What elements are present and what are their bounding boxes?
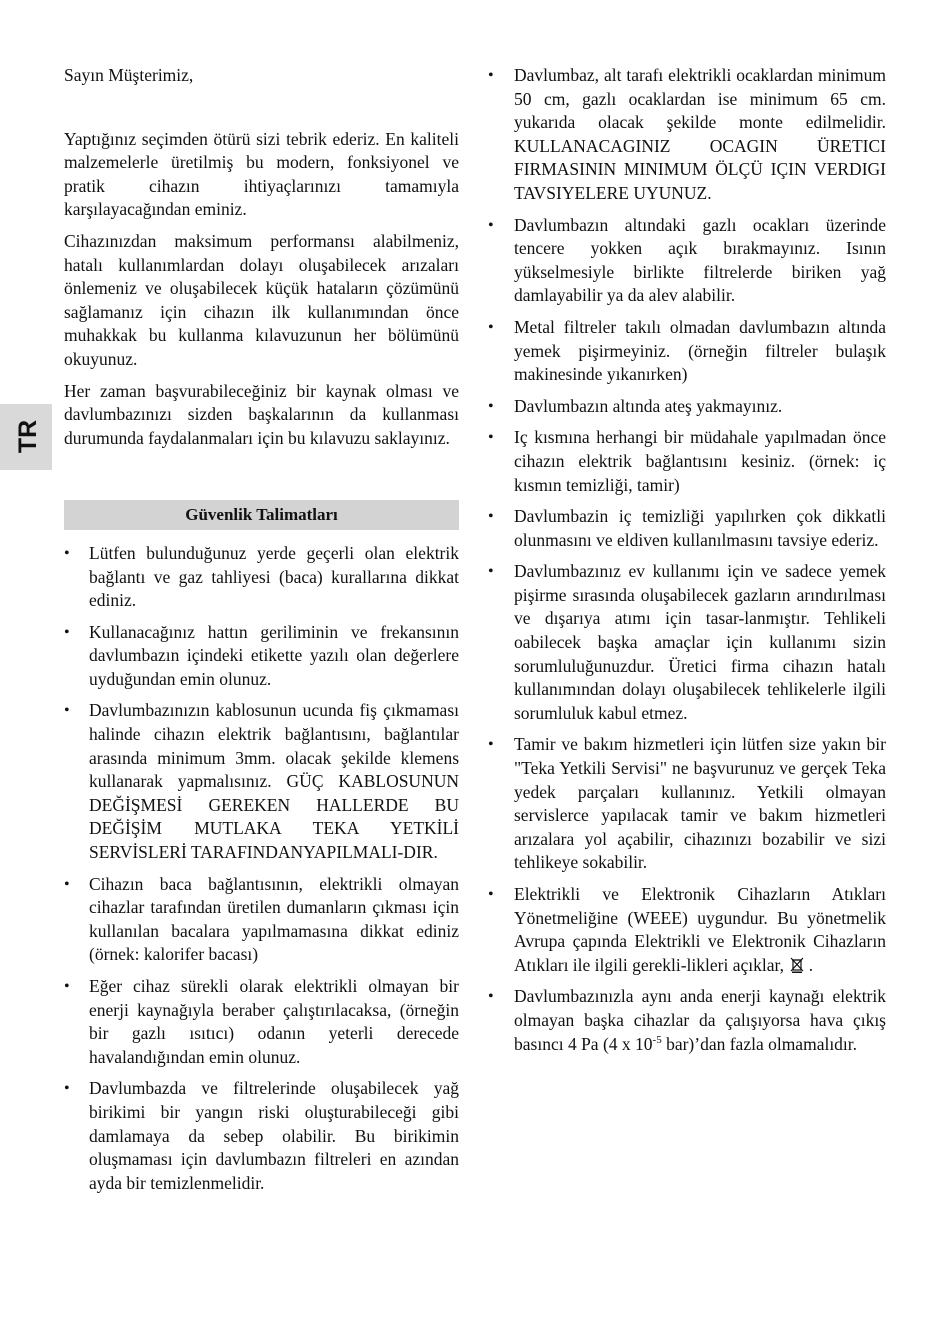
safety-item: • Metal filtreler takılı olmadan davlumbazın altında yemek pişirmeyiniz. (örneğin filtreler bulaşık makinesinde yıkanırken) <box>488 316 886 387</box>
crossed-bin-icon <box>790 956 804 972</box>
safety-item: • Iç kısmına herhangi bir müdahale yapılmadan önce cihazın elektrik bağlantısını kesiniz. (örnek: iç kısmın temizliği, tamir) <box>488 426 886 497</box>
intro-paragraph: Yaptığınız seçimden ötürü sizi tebrik ederiz. En kaliteli malzemelerle üretilmiş bu modern, fonksiyonel ve pratik cihazın ihtiyaçlarınızı tamamıyla karşılayacağından eminiz. <box>64 128 459 220</box>
safety-item: • Davlumbazda ve filtrelerinde oluşabilecek yağ birikimi bir yangın riski oluşturabileceği gibi damlamaya da sebep olabilir. Bu birikimin oluşmaması için davlumbazın filtreleri en azından ayda bir temizlenmelidir. <box>64 1077 459 1195</box>
safety-item: • Davlumbaz, alt tarafı elektrikli ocaklardan minimum 50 cm, gazlı ocaklardan ise minimum 65 cm. yukarıda olacak şekilde monte edilmelidir. KULLANACAGINIZ OCAGIN ÜRETICI FIRMASININ MINIMUM ÖLÇÜ IÇIN VERDIGI TAVSIYELERE UYUNUZ. <box>488 64 886 206</box>
safety-item: • Lütfen bulunduğunuz yerde geçerli olan elektrik bağlantı ve gaz tahliyesi (baca) kurallarına dikkat ediniz. <box>64 542 459 613</box>
section-title-safety: Güvenlik Talimatları <box>64 500 459 530</box>
safety-item: • Tamir ve bakım hizmetleri için lütfen size yakın bir "Teka Yetkili Servisi" ne başvurunuz ve gerçek Teka yedek parçaları kullanınız. Yetkili olmayan servislerce yapılacak tamir ve bakım hizmetleri arızalara yol açabilir, cihazınızı bozabilir ve sizi tehlikeye sokabilir. <box>488 733 886 875</box>
left-column <box>64 64 459 1203</box>
safety-item-weee <box>488 883 886 977</box>
safety-list-right <box>488 64 886 1056</box>
right-column <box>488 64 886 1064</box>
safety-item: • Davlumbazınızın kablosunun ucunda fiş çıkmaması halinde cihazın elektrik bağlantısını, bağlantılar arasında minimum 3mm. olacak şekilde klemens kullanarak yapmalısınız. GÜÇ KABLOSUNUN DEĞİŞMESİ GEREKEN HALLERDE BU DEĞİŞİM MUTLAKA TEKA YETKİLİ SERVİSLERİ TARAFINDANYAPILMALI-DIR. <box>64 699 459 864</box>
greeting: Sayın Müşterimiz, <box>64 65 194 85</box>
weee-end: . <box>808 954 814 975</box>
safety-item-pressure <box>488 985 886 1056</box>
weee-text: Elektrikli ve Elektronik Cihazların Atıkları Yönetmeliğine (WEEE) uygundur. Bu yönetmelik Avrupa çapında Elektrikli ve Elektronik Cihazların Atıkları ile ilgili gerekli-likleri açıklar, <box>514 884 886 975</box>
pressure-exponent: -5 <box>652 1033 662 1046</box>
safety-item: • Davlumbazınız ev kullanımı için ve sadece yemek pişirme sırasında oluşabilecek gazların arındırılması ve dışarıya atımı için tasar-lanmıştır. Tehlikeli oabilecek başka amaçlar için kullanımı sizin sorumluluğunuzdur. Üretici firma cihazın hatalı kullanımından dolayı oluşabilecek tehlikelerle ilgili sorumluluk kabul etmez. <box>488 560 886 725</box>
safety-item: • Eğer cihaz sürekli olarak elektrikli olmayan bir enerji kaynağıyla beraber çalıştırılacaksa, (örneğin bir gazlı ısıtıcı) odanın yeterli derecede havalandığından emin olunuz. <box>64 975 459 1069</box>
safety-item: • Kullanacağınız hattın geriliminin ve frekansının davlumbazın içindeki etikette yazılı olan değerlere uyduğundan emin olunuz. <box>64 621 459 692</box>
intro-paragraph: Her zaman başvurabileceğiniz bir kaynak olması ve davlumbazınızı sizden başkalarının da kullanması durumunda faydalanmaları için bu kılavuzu saklayınız. <box>64 380 459 448</box>
language-tab-label: TR <box>14 419 43 454</box>
safety-item: • Davlumbazın altındaki gazlı ocakları üzerinde tencere yokken açık bırakmayınız. Isının yükselmesiyle birlikte filtrelerde biriken yağ damlayabilir ya da alev alabilir. <box>488 214 886 308</box>
pressure-text-before: Davlumbazınızla aynı anda enerji kaynağı elektrik olmayan başka cihazlar da çalışıyorsa hava çıkış basıncı 4 Pa (4 x 10 <box>514 986 886 1054</box>
safety-item: • Cihazın baca bağlantısının, elektrikli olmayan cihazlar tarafından üretilen dumanların çıkması için kullanılan bacalara yapılmamasına dikkat ediniz (örnek: kalorifer bacası) <box>64 873 459 967</box>
language-tab <box>0 404 52 470</box>
safety-item: • Davlumbazın altında ateş yakmayınız. <box>488 395 886 419</box>
safety-list-left <box>64 542 459 1195</box>
intro-paragraph: Cihazınızdan maksimum performansı alabilmeniz, hatalı kullanımlardan dolayı oluşabilecek arızaları önlemeniz ve oluşabilecek küçük hataların çözümünü sağlamanız için cihazın ilk kullanımından önce muhakkak bu kullanma kılavuzunun her bölümünü okuyunuz. <box>64 230 459 369</box>
safety-item: • Davlumbazin iç temizliği yapılırken çok dikkatli olunmasını ve eldiven kullanılmasını tavsiye ederiz. <box>488 505 886 552</box>
pressure-text-after: bar)’dan fazla olmamalıdır. <box>661 1033 858 1054</box>
